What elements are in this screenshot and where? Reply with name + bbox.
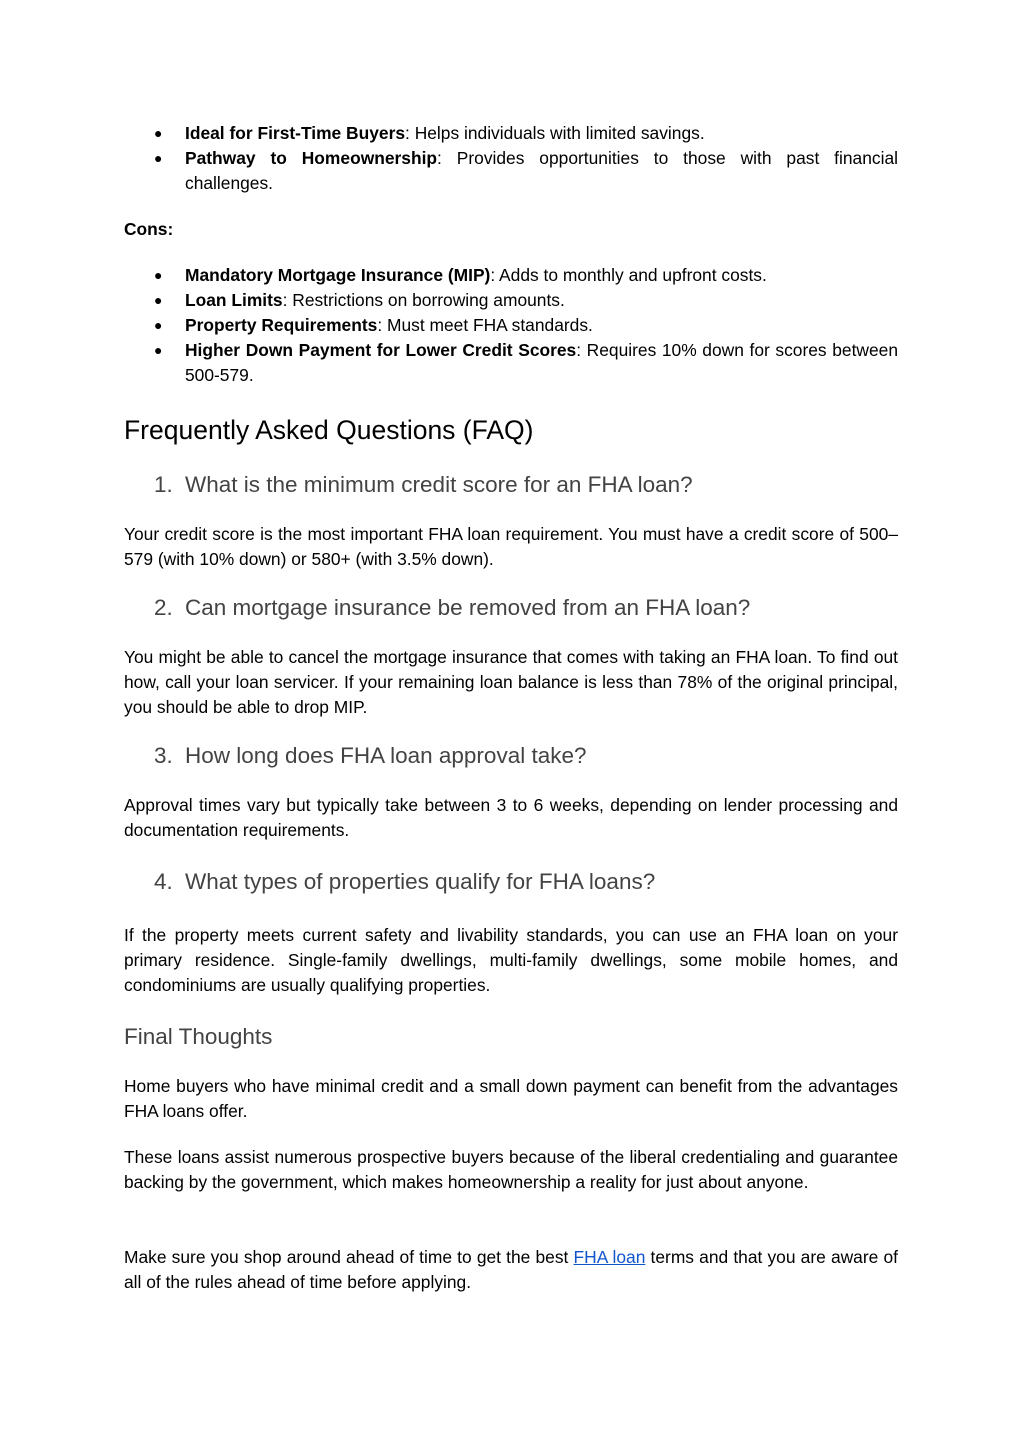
list-item-term: Property Requirements [185,315,378,335]
fha-loan-link[interactable]: FHA loan [573,1247,646,1267]
faq-question [124,867,959,897]
bullet-icon: ● [154,125,163,141]
faq-answer: If the property meets current safety and livability standards, you can use an FHA loan on your primary residence. Single-family dwellings, multi-family dwellings, some mobile homes, and condominiums are usually qualifying properties. [124,925,898,995]
list-item [124,263,898,288]
list-item [124,146,898,196]
list-item [124,121,898,146]
final-paragraph-1: Home buyers who have minimal credit and a small down payment can benefit from the advantages FHA loans offer. [124,1076,898,1121]
bullet-icon: ● [154,292,163,308]
faq-question-text: What types of properties qualify for FHA loans? [185,869,656,894]
bullet-icon: ● [154,150,163,166]
faq-answer: You might be able to cancel the mortgage insurance that comes with taking an FHA loan. To find out how, call your loan servicer. If your remaining loan balance is less than 78% of the original principal, you should be able to drop MIP. [124,647,898,717]
faq-question-text: What is the minimum credit score for an FHA loan? [185,472,693,497]
list-item-term: Loan Limits [185,290,283,310]
bullet-icon: ● [154,317,163,333]
list-item-text: : Adds to monthly and upfront costs. [490,265,767,285]
faq-question-text: Can mortgage insurance be removed from an FHA loan? [185,595,751,620]
list-item-term: Mandatory Mortgage Insurance (MIP) [185,265,491,285]
list-item-text: : Provides opportunities to those with past financial challenges. [185,148,898,193]
faq-question [124,470,959,500]
faq-question [124,741,959,771]
pros-list [124,121,898,196]
list-item-term: Higher Down Payment for Lower Credit Scores [185,340,577,360]
list-item-text: : Requires 10% down for scores between 500-579. [185,340,898,385]
list-item-text: : Must meet FHA standards. [377,315,593,335]
list-item-text: : Helps individuals with limited savings. [405,123,705,143]
faq-question-text: How long does FHA loan approval take? [185,743,587,768]
faq-answer: Your credit score is the most important FHA loan requirement. You must have a credit score of 500–579 (with 10% down) or 580+ (with 3.5% down). [124,524,898,569]
faq-answer: Approval times vary but typically take between 3 to 6 weeks, depending on lender processing and documentation requirements. [124,795,898,840]
final-paragraph-3-after: terms and that you are aware of all of the rules ahead of time before applying. [124,1247,898,1292]
list-item [124,313,898,338]
final-paragraph-2: These loans assist numerous prospective buyers because of the liberal credentialing and guarantee backing by the government, which makes homeownership a reality for just about anyone. [124,1147,898,1192]
final-paragraph-3-before: Make sure you shop around ahead of time to get the best [124,1247,574,1267]
list-item-term: Ideal for First-Time Buyers [185,123,406,143]
faq-number: 1. [154,472,173,497]
list-item [124,338,898,388]
faq-number: 2. [154,595,173,620]
list-item [124,288,898,313]
final-paragraph-3 [124,1245,898,1295]
list-item-text: : Restrictions on borrowing amounts. [282,290,565,310]
faq-heading: Frequently Asked Questions (FAQ) [124,415,534,445]
cons-list [124,263,898,388]
cons-label: Cons: [124,219,174,239]
bullet-icon: ● [154,342,163,358]
faq-number: 3. [154,743,173,768]
faq-number: 4. [154,869,173,894]
bullet-icon: ● [154,267,163,283]
list-item-term: Pathway to Homeownership [185,148,438,168]
faq-question [124,593,959,623]
final-thoughts-heading: Final Thoughts [124,1024,273,1049]
